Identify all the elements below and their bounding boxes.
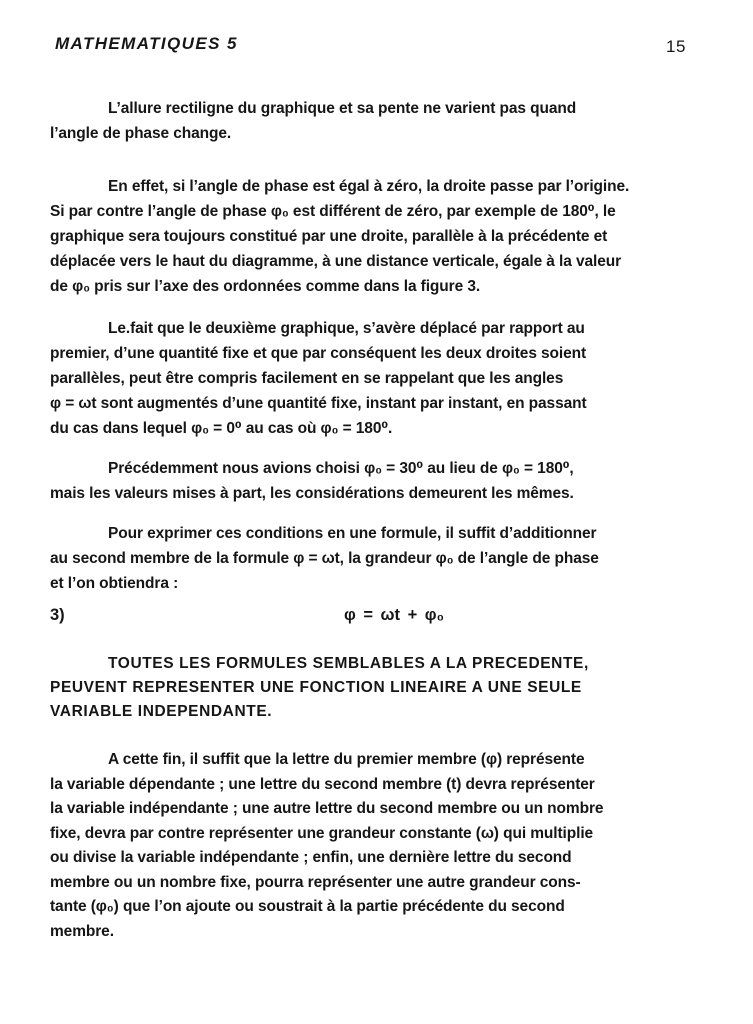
text-line: fixe, devra par contre représenter une grandeur constante (ω) qui multiplie [50,824,594,842]
paragraph [50,174,710,299]
text-line: déplacée vers le haut du diagramme, à une distance verticale, égale à la valeur [50,253,622,270]
text-line: tante (φ₀) que l’on ajoute ou soustrait à la partie précédente du second [50,898,565,915]
text-line: PEUVENT REPRESENTER UNE FONCTION LINEAIRE A UNE SEULE [50,679,582,696]
text-line: membre. [50,922,114,940]
text-line: Le.fait que le deuxième graphique, s’avère déplacé par rapport au [108,320,585,337]
text-line: graphique sera toujours constitué par une droite, parallèle à la précédente et [50,228,608,245]
paragraph [50,748,710,944]
text-line: et l’on obtiendra : [50,575,179,592]
text-line: membre ou un nombre fixe, pourra représenter une autre grandeur cons- [50,873,581,891]
text-line: A cette fin, il suffit que la lettre du premier membre (φ) représente [108,751,585,768]
text-line: la variable dépendante ; une lettre du second membre (t) devra représenter [50,775,595,793]
text-line: l’angle de phase change. [50,125,232,142]
paragraph [50,521,710,596]
text-line: du cas dans lequel φ₀ = 0⁰ au cas où φ₀ = 180⁰. [50,420,393,437]
text-line: ou divise la variable indépendante ; enfin, une dernière lettre du second [50,849,572,866]
paragraph [50,96,710,146]
text-line: Si par contre l’angle de phase φ₀ est différent de zéro, par exemple de 180⁰, le [50,203,616,220]
text-line: Pour exprimer ces conditions en une formule, il suffit d’additionner [108,525,597,542]
text-line: mais les valeurs mises à part, les considérations demeurent les mêmes. [50,485,574,502]
equation-row [50,606,710,625]
text-line: Précédemment nous avions choisi φ₀ = 30⁰ au lieu de φ₀ = 180⁰, [108,460,574,477]
text-line: parallèles, peut être compris facilement en se rappelant que les angles [50,370,564,387]
equation-label: 3) [50,606,65,624]
page-title: MATHEMATIQUES 5 [55,34,238,53]
text-line: L’allure rectiligne du graphique et sa pente ne varient pas quand [108,100,577,117]
text-line: de φ₀ pris sur l’axe des ordonnées comme dans la figure 3. [50,278,481,295]
paragraph-emphasis [50,652,710,724]
text-line: En effet, si l’angle de phase est égal à zéro, la droite passe par l’origine. [108,178,630,195]
text-line: TOUTES LES FORMULES SEMBLABLES A LA PRECEDENTE, [108,655,589,672]
text-line: φ = ωt sont augmentés d’une quantité fixe, instant par instant, en passant [50,395,587,412]
page-number: 15 [666,37,686,56]
equation: φ = ωt + φ₀ [343,606,445,624]
paragraph [50,316,710,441]
text-line: VARIABLE INDEPENDANTE. [50,703,273,720]
text-line: premier, d’une quantité fixe et que par conséquent les deux droites soient [50,345,587,362]
text-line: la variable indépendante ; une autre lettre du second membre ou un nombre [50,800,604,817]
text-line: au second membre de la formule φ = ωt, la grandeur φ₀ de l’angle de phase [50,550,599,567]
paragraph [50,456,710,506]
